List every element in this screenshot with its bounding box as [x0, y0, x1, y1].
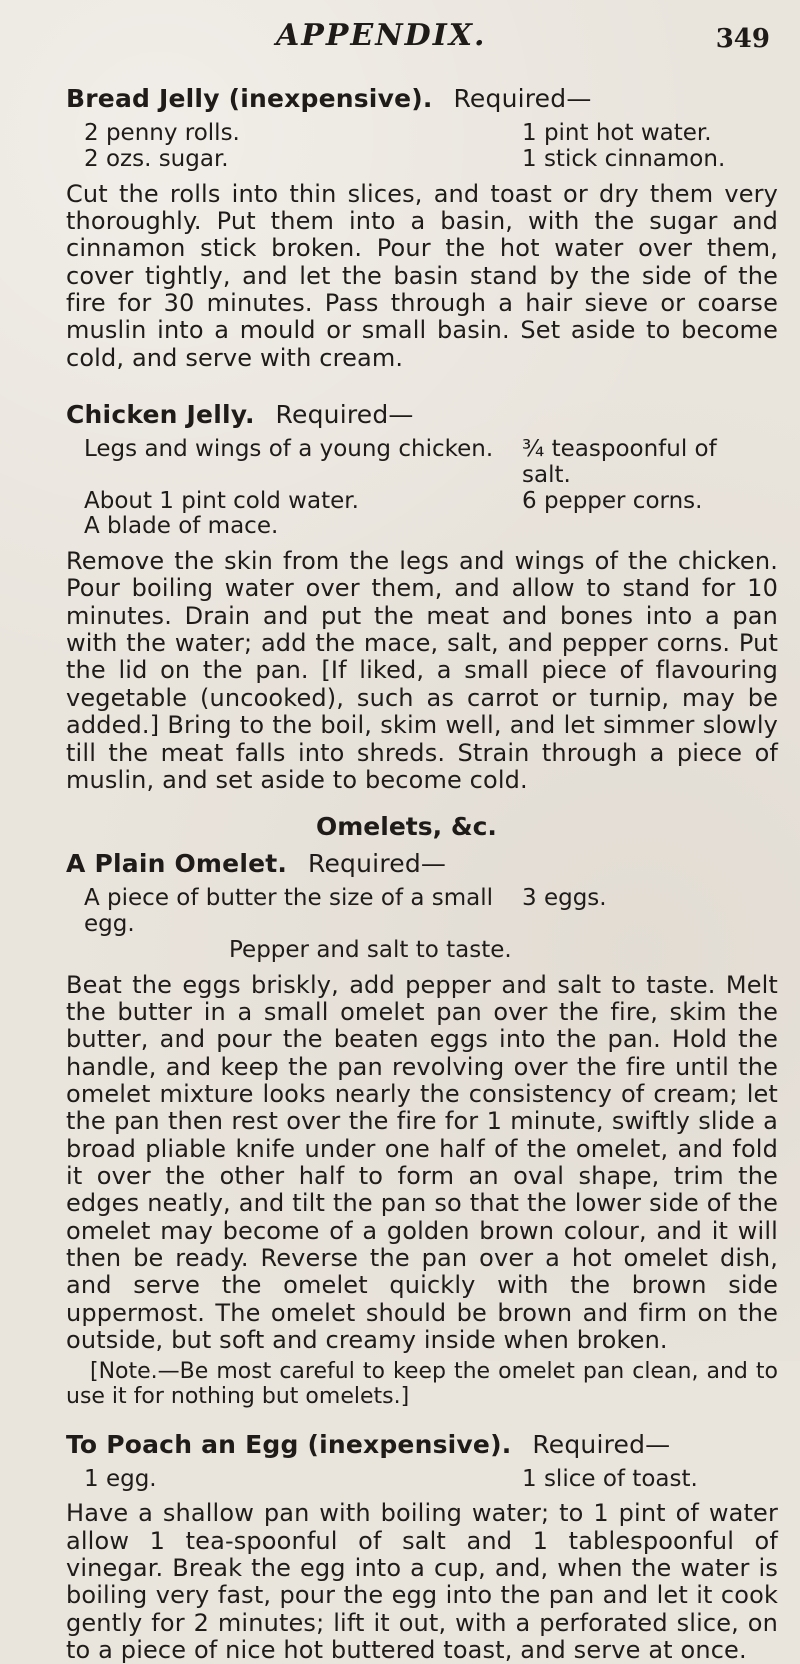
plain-omelet-method: Beat the eggs briskly, add pepper and salt to taste. Melt the butter in a small omelet pan over the fire, skim the butter, and pour the beaten eggs into the pan. Hold the handle, and keep the pan revolving over the fire until the omelet mixture looks nearly the consistency of cream; let the pan then rest over the fire for 1 minute, swiftly slide a broad pliable knife under one half of the omelet, and fold it over the other half to form an oval shape, trim the edges neatly, and tilt the pan so that the lower side of the omelet may become of a golden brown colour, and it will then be ready. Reverse the pan over a hot omelet dish, and serve the omelet quickly with the brown side uppermost. The omelet should be brown and firm on the outside, but soft and creamy inside when broken. [66, 970, 778, 1355]
chicken-jelly-title-line [66, 400, 778, 429]
poach-egg-title-line [66, 1430, 778, 1459]
poach-egg-method: Have a shallow pan with boiling water; to 1 pint of water allow 1 tea-spoonful of salt and 1 tablespoonful of vinegar. Break the egg into a cup, and, when the water is boiling very fast, pour the egg into the pan and let it cook gently for 2 minutes; lift it out, with a perforated slice, on to a piece of nice hot buttered toast, and serve at once. [66, 1499, 778, 1664]
ingredient-item: 1 stick cinnamon. [522, 145, 726, 172]
plain-omelet-title: A Plain Omelet. [66, 849, 288, 879]
chicken-jelly-required: Required— [275, 400, 414, 430]
bread-jelly-title: Bread Jelly (inexpensive). [66, 84, 433, 113]
ingredient-empty-cell [522, 514, 759, 540]
ingredient-item: 1 egg. [84, 1465, 157, 1492]
ingredient-item: 3 eggs. [522, 885, 607, 912]
ingredient-item: 2 ozs. sugar. [84, 145, 229, 172]
poach-egg-recipe [66, 1430, 778, 1664]
section-spacer [66, 1410, 778, 1430]
ingredient-item: Legs and wings of a young chicken. [84, 436, 494, 463]
page-number: 349 [715, 24, 770, 54]
page-header [66, 18, 778, 74]
ingredient-item: A blade of mace. [84, 513, 279, 540]
chicken-jelly-method: Remove the skin from the legs and wings of the chicken. Pour boiling water over them, and allow to stand for 10 minutes. Drain and put the meat and bones into a pan with the water; add the mace, salt, and pepper corns. Put the lid on the pan. [If liked, a small piece of flavouring vegetable (uncooked), such as carrot or turnip, may be added.] Bring to the boil, skim well, and let simmer slowly till the meat falls into shreds. Strain through a piece of muslin, and set aside to become cold. [66, 547, 778, 794]
poach-egg-required: Required— [532, 1429, 671, 1459]
bread-jelly-ingredients [84, 121, 759, 173]
ingredient-item: 2 penny rolls. [84, 120, 240, 146]
omelets-section-heading: Omelets, &c. [316, 812, 497, 842]
plain-omelet-ingredients [84, 886, 759, 963]
section-spacer [66, 372, 778, 400]
ingredient-item: Pepper and salt to taste. [229, 936, 512, 963]
ingredient-item: ¾ teaspoonful of salt. [522, 436, 717, 488]
chicken-jelly-ingredients [84, 437, 759, 540]
chicken-jelly-title: Chicken Jelly. [66, 400, 255, 430]
ingredient-item: 1 pint hot water. [522, 120, 712, 146]
running-title: APPENDIX. [276, 18, 487, 53]
bread-jelly-title-line [66, 84, 778, 113]
poach-egg-title: To Poach an Egg (inexpensive). [66, 1429, 512, 1459]
bread-jelly-method: Cut the rolls into thin slices, and toast or dry them very thoroughly. Put them into a basin, with the sugar and cinnamon stick broken. Pour the hot water over them, cover tightly, and let the basin stand by the side of the fire for 30 minutes. Pass through a hair sieve or coarse muslin into a mould or small basin. Set aside to become cold, and serve with cream. [66, 179, 778, 372]
plain-omelet-required: Required— [308, 849, 447, 879]
ingredient-item: A piece of butter the size of a small egg. [84, 885, 494, 937]
ingredient-item: 6 pepper corns. [522, 487, 703, 514]
plain-omelet-note: [Note.—Be most careful to keep the omelet pan clean, and to use it for nothing but omelets.] [66, 1358, 778, 1410]
ingredient-item: 1 slice of toast. [522, 1465, 698, 1492]
bread-jelly-recipe [66, 84, 778, 372]
plain-omelet-recipe [66, 849, 778, 1409]
bread-jelly-required: Required— [453, 84, 592, 113]
plain-omelet-title-line [66, 849, 778, 878]
ingredient-item: About 1 pint cold water. [84, 487, 359, 514]
poach-egg-ingredients [84, 1467, 759, 1493]
chicken-jelly-recipe [66, 400, 778, 794]
